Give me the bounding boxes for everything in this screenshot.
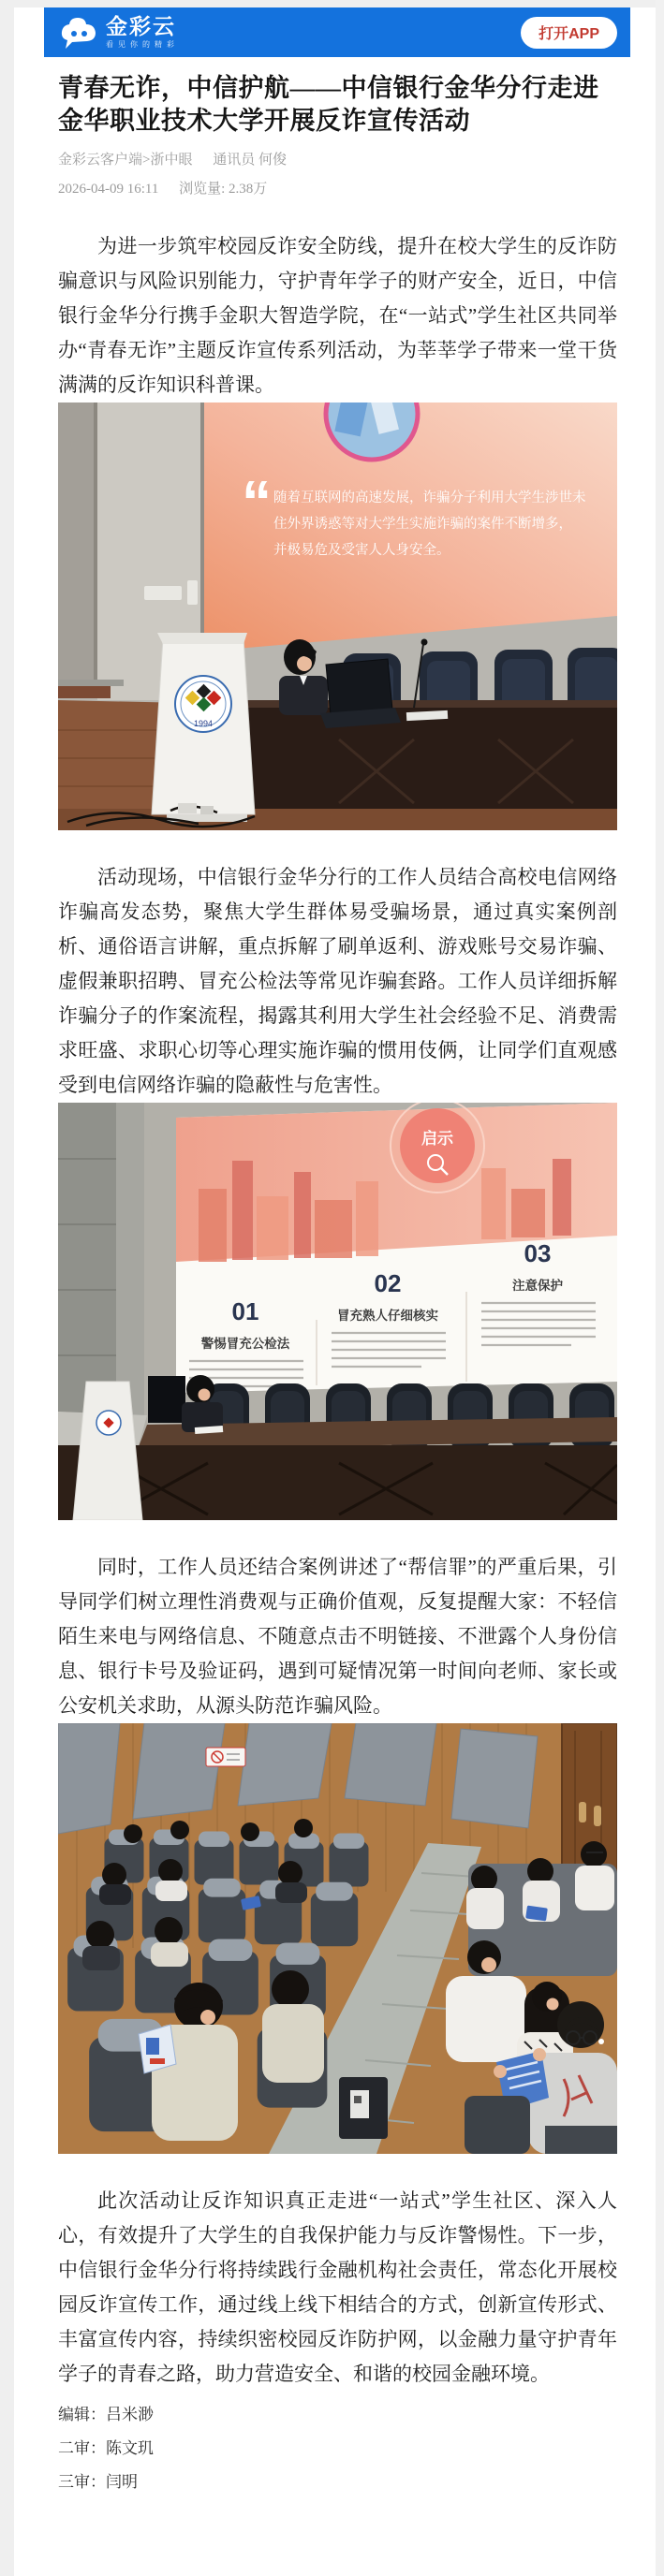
source-breadcrumb: 金彩云客户端>浙中眼	[58, 153, 193, 168]
view-count: 浏览量: 2.38万	[179, 182, 268, 197]
slide-item-number: 01	[231, 1297, 259, 1325]
svg-text:启示: 启示	[421, 1130, 453, 1148]
second-review-line: 二审：陈文玑	[58, 2439, 154, 2457]
article-meta-source	[58, 150, 617, 170]
third-review-line: 三审：闫明	[58, 2473, 138, 2491]
laptop	[320, 659, 401, 728]
scrollbar-track[interactable]	[656, 0, 664, 2576]
logo-tagline: 看见你的精彩	[106, 40, 179, 49]
photo-audience[interactable]	[58, 1723, 617, 2154]
article	[14, 72, 656, 2493]
paragraph: 为进一步筑牢校园反诈安全防线，提升在校大学生的反诈防骗意识与风险识别能力，守护青年学子的财产安全，近日，中信银行金华分行携手金职大智造学院，在“一站式”学生社区共同举办“青春无诈”主题反诈宣传系列活动，为莘莘学子带来一堂干货满满的反诈知识科普课。	[58, 235, 617, 396]
paragraph: 活动现场，中信银行金华分行的工作人员结合高校电信网络诈骗高发态势，聚焦大学生群体易受骗场景，通过真实案例剖析、通俗语言讲解，重点拆解了刷单返利、游戏账号交易诈骗、虚假兼职招聘、冒充公检法等常见诈骗套路。工作人员详细拆解诈骗分子的作案流程，揭露其利用大学生社会经验不足、消费需求旺盛、求职心切等心理实施诈骗的惯用伎俩，让同学们直观感受到电信网络诈骗的隐蔽性与危害性。	[58, 866, 617, 1096]
photo-tips-screen[interactable]	[58, 1103, 617, 1520]
slide-item-title: 注意保护	[512, 1279, 563, 1293]
slide-text-line: 随着互联网的高速发展，诈骗分子利用大学生涉世未	[273, 490, 586, 505]
editor-line: 编辑：吕米渺	[58, 2406, 154, 2423]
svg-text:1994: 1994	[193, 719, 214, 728]
app-header	[44, 7, 630, 57]
box-on-floor	[339, 2077, 388, 2139]
slide-text-line: 并极易危及受害人人身安全。	[273, 543, 450, 558]
open-app-button[interactable]: 打开APP	[521, 17, 617, 49]
paragraph: 同时，工作人员还结合案例讲述了“帮信罪”的严重后果，引导同学们树立理性消费观与正确价值观，反复提醒大家：不轻信陌生来电与网络信息、不随意点击不明链接、不泄露个人身份信息、银行卡号及验证码，遇到可疑情况第一时间向老师、家长或公安机关求助，从源头防范诈骗风险。	[58, 1556, 617, 1717]
slide-item-title: 警惕冒充公检法	[200, 1337, 290, 1351]
university-emblem	[175, 676, 231, 732]
no-smoking-sign	[206, 1748, 245, 1766]
logo-text: 金彩云	[106, 14, 176, 38]
paragraph: 此次活动让反诈知识真正走进“一站式”学生社区、深入人心，有效提升了大学生的自我保护能力与反诈警惕性。下一步，中信银行金华分行将持续践行金融机构社会责任，常态化开展校园反诈宣传工作，通过线上线下相结合的方式，创新宣传形式、丰富宣传内容，持续织密校园反诈防护网，以金融力量守护青年学子的青春之路，助力营造安全、和谐的校园金融环境。	[58, 2189, 617, 2385]
quote-icon: “	[242, 468, 272, 535]
slide-item-number: 03	[524, 1239, 552, 1267]
slide-item-number: 02	[374, 1269, 402, 1297]
desk-front	[58, 1445, 617, 1520]
photo-lecture-screen[interactable]	[58, 402, 617, 830]
app-logo[interactable]	[59, 15, 179, 51]
desk-front	[229, 708, 617, 809]
publish-datetime: 2026-04-09 16:11	[58, 182, 159, 197]
article-meta-stats	[58, 179, 617, 199]
slide-text-line: 住外界诱惑等对大学生实施诈骗的案件不断增多，	[273, 517, 572, 532]
editors-block	[58, 2404, 617, 2493]
slide-item-title: 冒充熟人仔细核实	[337, 1309, 438, 1323]
page-title: 青春无诈，中信护航——中信银行金华分行走进金华职业技术大学开展反诈宣传活动	[58, 74, 599, 135]
content-card	[14, 7, 656, 2576]
mascot-cloud-icon	[59, 15, 98, 51]
correspondent: 通讯员 何俊	[213, 153, 287, 168]
